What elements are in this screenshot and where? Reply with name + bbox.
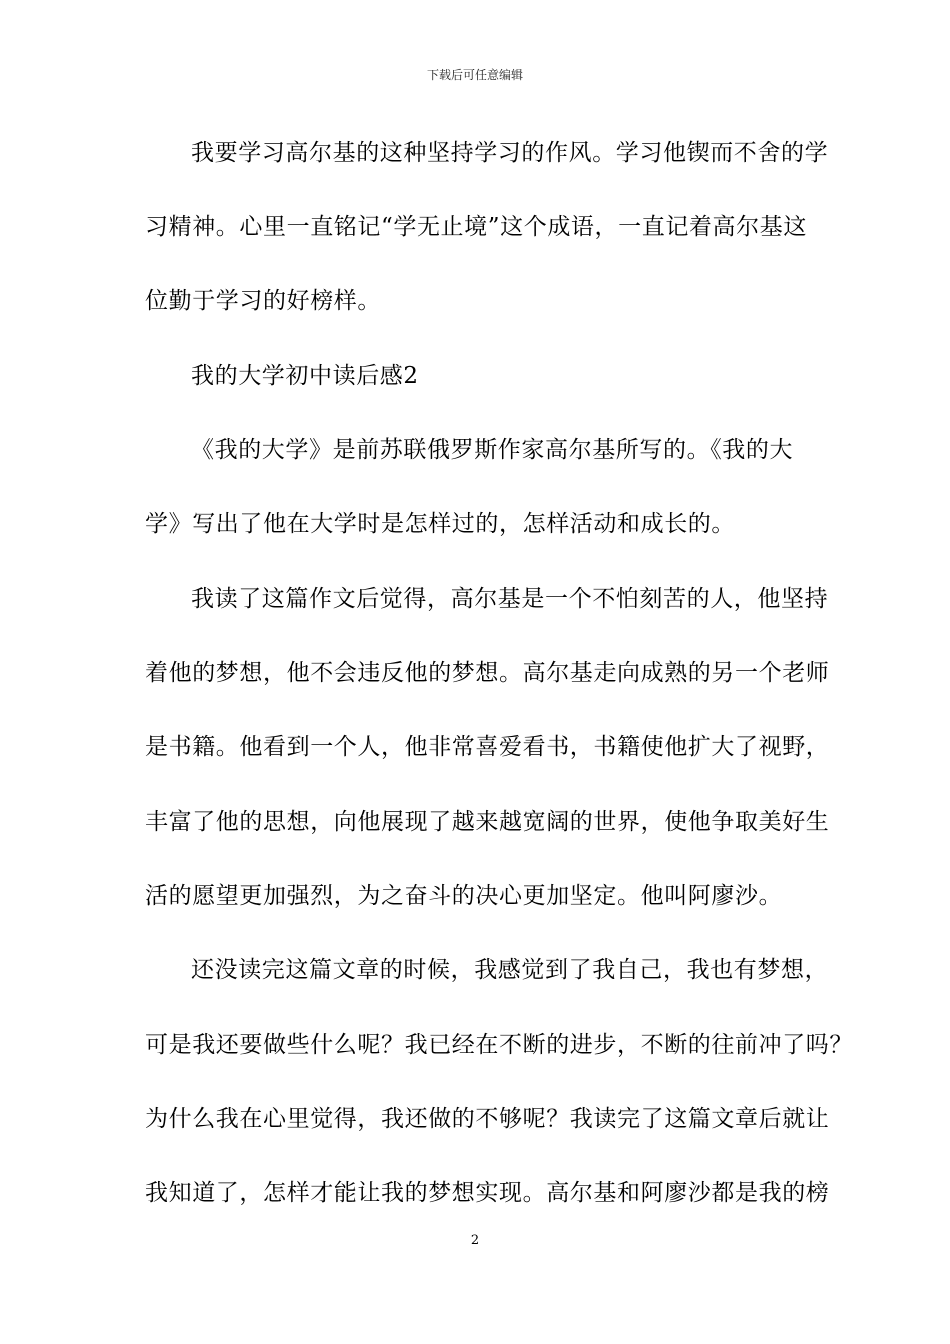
text-line: 丰富了他的思想，向他展现了越来越宽阔的世界，使他争取美好生 xyxy=(145,809,830,835)
section-heading: 我的大学初中读后感2 xyxy=(191,363,419,389)
page-number: 2 xyxy=(470,1233,480,1248)
text-line: 着他的梦想，他不会违反他的梦想。高尔基走向成熟的另一个老师 xyxy=(145,660,830,686)
text-line: 是书籍。他看到一个人，他非常喜爱看书，书籍使他扩大了视野， xyxy=(145,734,830,760)
text-line: 可是我还要做些什么呢？我已经在不断的进步，不断的往前冲了吗？ xyxy=(145,1032,853,1058)
page-header: 下载后可任意编辑 xyxy=(426,68,523,82)
text-line: 还没读完这篇文章的时候，我感觉到了我自己，我也有梦想， xyxy=(191,957,829,983)
text-line: 《我的大学》是前苏联俄罗斯作家高尔基所写的。《我的大 xyxy=(191,437,794,463)
text-line: 位勤于学习的好榜样。 xyxy=(145,288,381,314)
text-line: 为什么我在心里觉得，我还做的不够呢？我读完了这篇文章后就让 xyxy=(145,1106,830,1132)
text-line: 学》写出了他在大学时是怎样过的，怎样活动和成长的。 xyxy=(145,511,735,537)
text-line: 我要学习高尔基的这种坚持学习的作风。学习他锲而不舍的学 xyxy=(191,140,829,166)
text-line: 我知道了，怎样才能让我的梦想实现。高尔基和阿廖沙都是我的榜 xyxy=(145,1180,830,1206)
text-line: 我读了这篇作文后觉得，高尔基是一个不怕刻苦的人，他坚持 xyxy=(191,586,829,612)
text-line: 习精神。心里一直铭记“学无止境”这个成语，一直记着高尔基这 xyxy=(145,214,807,240)
text-line: 活的愿望更加强烈，为之奋斗的决心更加坚定。他叫阿廖沙。 xyxy=(145,883,783,909)
